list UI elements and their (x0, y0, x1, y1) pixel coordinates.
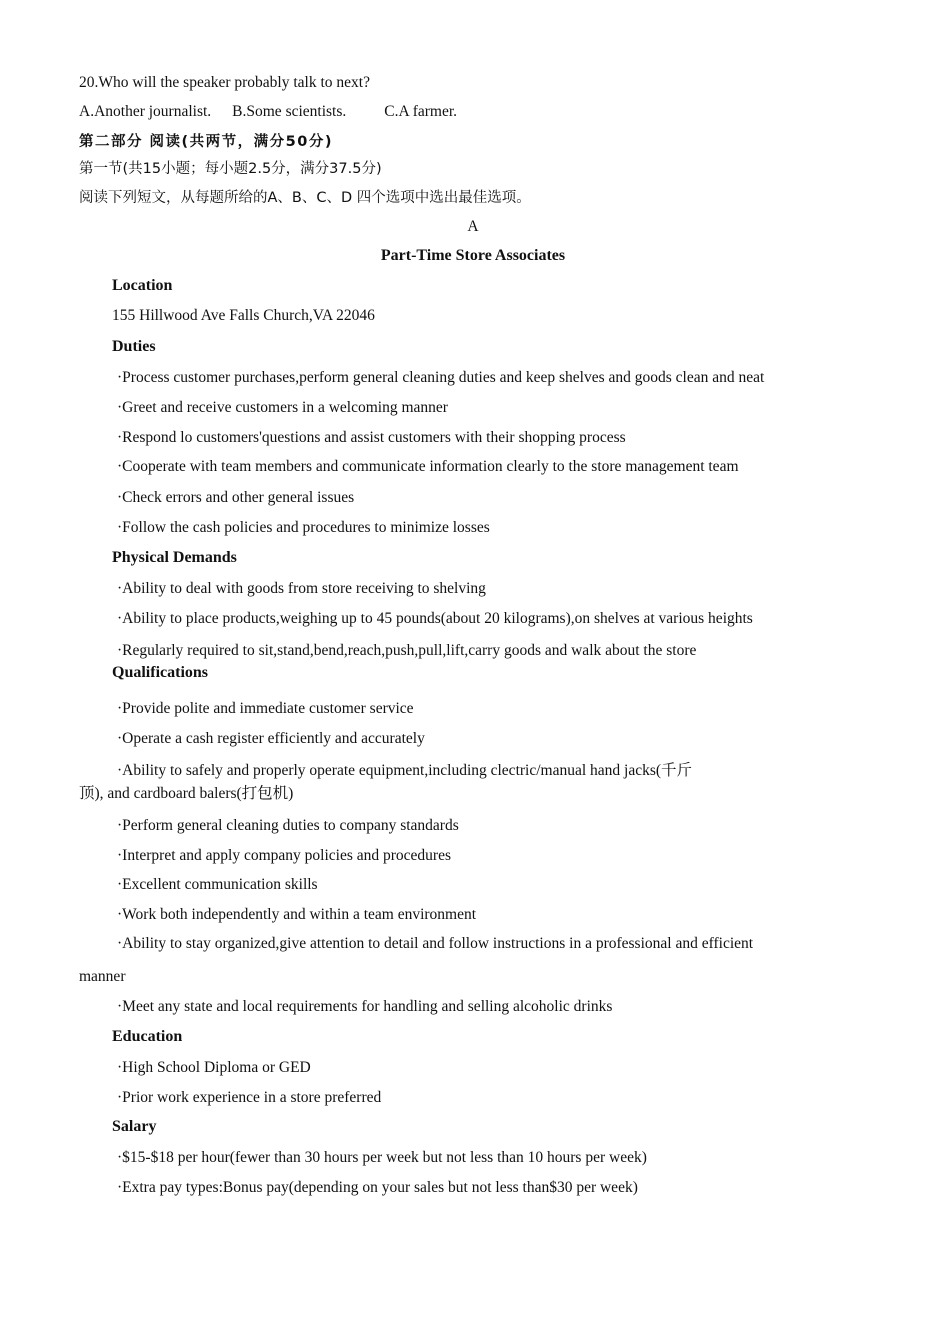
option-c: C.A farmer. (384, 103, 458, 120)
qualification-item: ·Ability to stay organized,give attention to detail and follow instructions in a professional and efficient (117, 935, 754, 952)
duty-item: ·Cooperate with team members and communicate information clearly to the store management team (117, 458, 739, 475)
education-item: ·High School Diploma or GED (117, 1059, 311, 1076)
option-a: A.Another journalist. (79, 103, 212, 120)
salary-item: ·Extra pay types:Bonus pay(depending on your sales but not less than$30 per week) (117, 1179, 638, 1196)
section1-header: 第一节(共15小题；每小题2.5分，满分37.5分) (79, 161, 382, 177)
duty-item: ·Follow the cash policies and procedures to minimize losses (117, 519, 490, 536)
option-b: B.Some scientists. (232, 103, 347, 120)
education-heading: Education (112, 1028, 183, 1045)
qualification-item-continued: manner (79, 968, 126, 985)
qualification-item: ·Work both independently and within a team environment (117, 906, 477, 923)
instruction: 阅读下列短文，从每题所给的A、B、C、D 四个选项中选出最佳选项。 (79, 190, 531, 206)
salary-item: ·$15-$18 per hour(fewer than 30 hours per week but not less than 10 hours per week) (117, 1149, 647, 1166)
qualification-item: ·Provide polite and immediate customer service (117, 700, 414, 717)
location-address: 155 Hillwood Ave Falls Church,VA 22046 (112, 307, 375, 324)
question-20-options (79, 102, 457, 122)
location-heading: Location (112, 277, 173, 294)
salary-heading: Salary (112, 1118, 157, 1135)
qualification-item: ·Ability to safely and properly operate equipment,including clectric/manual hand jacks(千斤 (117, 762, 693, 779)
physical-demand-item: ·Ability to deal with goods from store receiving to shelving (117, 580, 486, 597)
qualification-item: ·Meet any state and local requirements for handling and selling alcoholic drinks (117, 998, 613, 1015)
physical-demands-heading: Physical Demands (112, 549, 237, 566)
qualification-item-continued: 顶), and cardboard balers(打包机) (79, 785, 294, 802)
duty-item: ·Check errors and other general issues (117, 489, 355, 506)
passage-title: Part-Time Store Associates (380, 247, 566, 264)
duty-item: ·Greet and receive customers in a welcoming manner (117, 399, 448, 416)
qualification-item: ·Interpret and apply company policies and procedures (117, 847, 451, 864)
qualification-item: ·Excellent communication skills (117, 876, 318, 893)
qualification-item: ·Perform general cleaning duties to company standards (117, 817, 459, 834)
education-item: ·Prior work experience in a store preferred (117, 1089, 382, 1106)
question-20-stem: 20.Who will the speaker probably talk to next? (79, 74, 370, 91)
qualifications-heading: Qualifications (112, 664, 209, 681)
duty-item: ·Respond lo customers'questions and assist customers with their shopping process (117, 429, 626, 446)
physical-demand-item: ·Regularly required to sit,stand,bend,reach,push,pull,lift,carry goods and walk about the store (117, 642, 697, 659)
passage-label: A (467, 218, 479, 235)
physical-demand-item: ·Ability to place products,weighing up to 45 pounds(about 20 kilograms),on shelves at various heights (117, 610, 753, 627)
qualification-item: ·Operate a cash register efficiently and accurately (117, 730, 425, 747)
duty-item: ·Process customer purchases,perform general cleaning duties and keep shelves and goods clean and neat (117, 369, 765, 386)
part2-header: 第二部分 阅读(共两节，满分50分) (79, 134, 333, 150)
duties-heading: Duties (112, 338, 156, 355)
